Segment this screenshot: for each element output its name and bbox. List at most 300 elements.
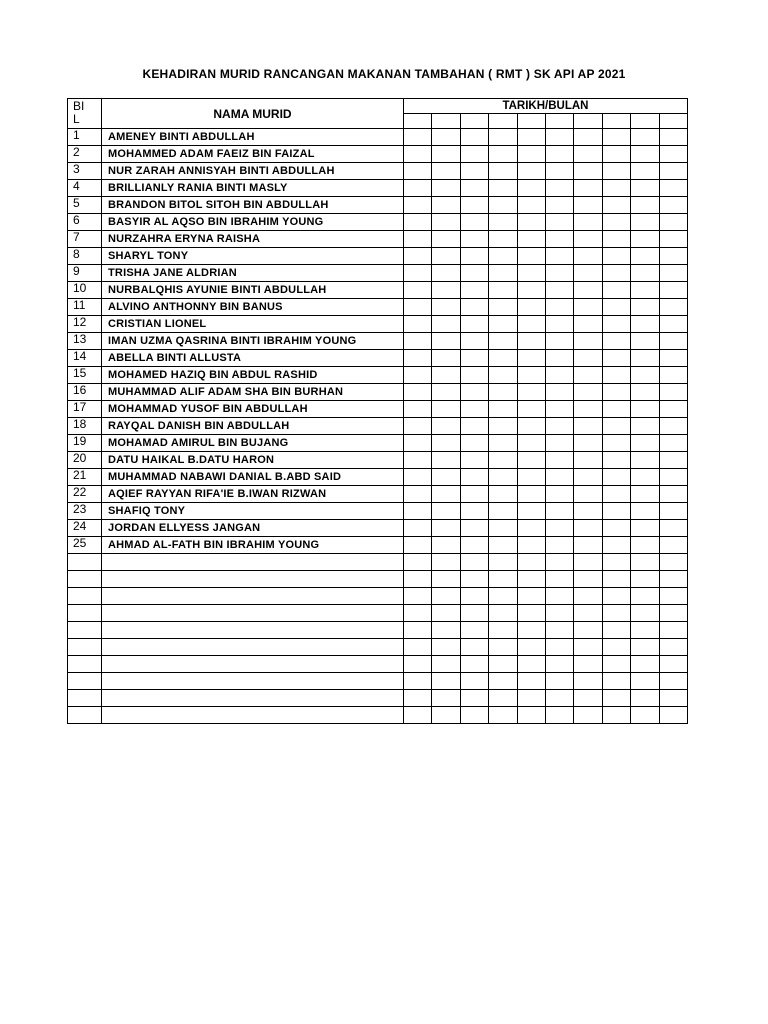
attendance-cell[interactable]	[432, 231, 460, 248]
attendance-cell[interactable]	[460, 231, 488, 248]
attendance-cell[interactable]	[545, 248, 573, 265]
attendance-cell[interactable]	[432, 520, 460, 537]
attendance-cell[interactable]	[432, 452, 460, 469]
date-header-cell[interactable]	[460, 114, 488, 129]
attendance-cell[interactable]	[432, 503, 460, 520]
attendance-cell[interactable]	[517, 350, 545, 367]
attendance-cell[interactable]	[517, 452, 545, 469]
attendance-cell[interactable]	[631, 673, 659, 690]
attendance-cell[interactable]	[404, 146, 432, 163]
attendance-cell[interactable]	[489, 690, 517, 707]
attendance-cell[interactable]	[631, 367, 659, 384]
attendance-cell[interactable]	[460, 265, 488, 282]
attendance-cell[interactable]	[489, 333, 517, 350]
attendance-cell[interactable]	[404, 452, 432, 469]
attendance-cell[interactable]	[631, 265, 659, 282]
attendance-cell[interactable]	[489, 214, 517, 231]
attendance-cell[interactable]	[489, 435, 517, 452]
attendance-cell[interactable]	[432, 299, 460, 316]
attendance-cell[interactable]	[602, 435, 630, 452]
attendance-cell[interactable]	[659, 656, 687, 673]
attendance-cell[interactable]	[432, 571, 460, 588]
attendance-cell[interactable]	[602, 469, 630, 486]
attendance-cell[interactable]	[432, 418, 460, 435]
attendance-cell[interactable]	[460, 197, 488, 214]
attendance-cell[interactable]	[602, 554, 630, 571]
attendance-cell[interactable]	[489, 605, 517, 622]
attendance-cell[interactable]	[404, 486, 432, 503]
attendance-cell[interactable]	[517, 214, 545, 231]
attendance-cell[interactable]	[517, 588, 545, 605]
attendance-cell[interactable]	[545, 299, 573, 316]
attendance-cell[interactable]	[432, 605, 460, 622]
attendance-cell[interactable]	[574, 588, 602, 605]
attendance-cell[interactable]	[432, 146, 460, 163]
attendance-cell[interactable]	[517, 622, 545, 639]
attendance-cell[interactable]	[602, 503, 630, 520]
attendance-cell[interactable]	[432, 537, 460, 554]
attendance-cell[interactable]	[602, 520, 630, 537]
attendance-cell[interactable]	[404, 673, 432, 690]
attendance-cell[interactable]	[631, 282, 659, 299]
attendance-cell[interactable]	[602, 197, 630, 214]
attendance-cell[interactable]	[631, 588, 659, 605]
attendance-cell[interactable]	[574, 316, 602, 333]
attendance-cell[interactable]	[574, 180, 602, 197]
attendance-cell[interactable]	[545, 180, 573, 197]
attendance-cell[interactable]	[574, 214, 602, 231]
attendance-cell[interactable]	[659, 214, 687, 231]
attendance-cell[interactable]	[602, 656, 630, 673]
attendance-cell[interactable]	[489, 231, 517, 248]
attendance-cell[interactable]	[517, 486, 545, 503]
attendance-cell[interactable]	[404, 656, 432, 673]
attendance-cell[interactable]	[574, 605, 602, 622]
attendance-cell[interactable]	[404, 265, 432, 282]
attendance-cell[interactable]	[489, 707, 517, 724]
date-header-cell[interactable]	[545, 114, 573, 129]
attendance-cell[interactable]	[489, 520, 517, 537]
attendance-cell[interactable]	[432, 129, 460, 146]
attendance-cell[interactable]	[432, 639, 460, 656]
attendance-cell[interactable]	[602, 299, 630, 316]
attendance-cell[interactable]	[489, 163, 517, 180]
attendance-cell[interactable]	[404, 299, 432, 316]
attendance-cell[interactable]	[602, 707, 630, 724]
attendance-cell[interactable]	[631, 469, 659, 486]
attendance-cell[interactable]	[545, 673, 573, 690]
attendance-cell[interactable]	[460, 180, 488, 197]
attendance-cell[interactable]	[574, 129, 602, 146]
attendance-cell[interactable]	[659, 537, 687, 554]
attendance-cell[interactable]	[545, 537, 573, 554]
attendance-cell[interactable]	[517, 265, 545, 282]
attendance-cell[interactable]	[404, 503, 432, 520]
attendance-cell[interactable]	[574, 486, 602, 503]
attendance-cell[interactable]	[460, 367, 488, 384]
attendance-cell[interactable]	[432, 248, 460, 265]
attendance-cell[interactable]	[489, 571, 517, 588]
attendance-cell[interactable]	[545, 214, 573, 231]
attendance-cell[interactable]	[489, 367, 517, 384]
attendance-cell[interactable]	[489, 180, 517, 197]
attendance-cell[interactable]	[602, 146, 630, 163]
attendance-cell[interactable]	[574, 639, 602, 656]
attendance-cell[interactable]	[659, 520, 687, 537]
attendance-cell[interactable]	[404, 197, 432, 214]
attendance-cell[interactable]	[460, 350, 488, 367]
attendance-cell[interactable]	[545, 333, 573, 350]
attendance-cell[interactable]	[574, 452, 602, 469]
attendance-cell[interactable]	[460, 299, 488, 316]
attendance-cell[interactable]	[432, 282, 460, 299]
attendance-cell[interactable]	[574, 384, 602, 401]
attendance-cell[interactable]	[545, 571, 573, 588]
attendance-cell[interactable]	[659, 282, 687, 299]
attendance-cell[interactable]	[659, 163, 687, 180]
attendance-cell[interactable]	[574, 350, 602, 367]
attendance-cell[interactable]	[545, 401, 573, 418]
attendance-cell[interactable]	[545, 367, 573, 384]
attendance-cell[interactable]	[404, 435, 432, 452]
attendance-cell[interactable]	[545, 197, 573, 214]
attendance-cell[interactable]	[631, 486, 659, 503]
attendance-cell[interactable]	[545, 469, 573, 486]
attendance-cell[interactable]	[659, 707, 687, 724]
attendance-cell[interactable]	[631, 316, 659, 333]
attendance-cell[interactable]	[659, 486, 687, 503]
attendance-cell[interactable]	[404, 367, 432, 384]
attendance-cell[interactable]	[631, 571, 659, 588]
attendance-cell[interactable]	[631, 639, 659, 656]
attendance-cell[interactable]	[545, 503, 573, 520]
attendance-cell[interactable]	[631, 231, 659, 248]
attendance-cell[interactable]	[404, 622, 432, 639]
attendance-cell[interactable]	[460, 435, 488, 452]
attendance-cell[interactable]	[602, 231, 630, 248]
attendance-cell[interactable]	[432, 690, 460, 707]
attendance-cell[interactable]	[659, 469, 687, 486]
attendance-cell[interactable]	[460, 673, 488, 690]
attendance-cell[interactable]	[545, 350, 573, 367]
attendance-cell[interactable]	[404, 537, 432, 554]
attendance-cell[interactable]	[602, 248, 630, 265]
attendance-cell[interactable]	[489, 384, 517, 401]
attendance-cell[interactable]	[602, 316, 630, 333]
attendance-cell[interactable]	[659, 316, 687, 333]
attendance-cell[interactable]	[602, 622, 630, 639]
attendance-cell[interactable]	[574, 299, 602, 316]
attendance-cell[interactable]	[631, 197, 659, 214]
date-header-cell[interactable]	[517, 114, 545, 129]
attendance-cell[interactable]	[574, 401, 602, 418]
attendance-cell[interactable]	[404, 707, 432, 724]
attendance-cell[interactable]	[404, 180, 432, 197]
date-header-cell[interactable]	[574, 114, 602, 129]
attendance-cell[interactable]	[602, 418, 630, 435]
attendance-cell[interactable]	[631, 180, 659, 197]
attendance-cell[interactable]	[659, 367, 687, 384]
attendance-cell[interactable]	[432, 622, 460, 639]
attendance-cell[interactable]	[602, 401, 630, 418]
attendance-cell[interactable]	[489, 316, 517, 333]
attendance-cell[interactable]	[517, 639, 545, 656]
attendance-cell[interactable]	[517, 554, 545, 571]
date-header-cell[interactable]	[659, 114, 687, 129]
attendance-cell[interactable]	[432, 214, 460, 231]
attendance-cell[interactable]	[460, 554, 488, 571]
attendance-cell[interactable]	[517, 401, 545, 418]
attendance-cell[interactable]	[659, 265, 687, 282]
attendance-cell[interactable]	[404, 163, 432, 180]
attendance-cell[interactable]	[545, 690, 573, 707]
attendance-cell[interactable]	[631, 418, 659, 435]
attendance-cell[interactable]	[517, 656, 545, 673]
attendance-cell[interactable]	[631, 520, 659, 537]
attendance-cell[interactable]	[489, 452, 517, 469]
attendance-cell[interactable]	[574, 265, 602, 282]
attendance-cell[interactable]	[631, 299, 659, 316]
attendance-cell[interactable]	[432, 588, 460, 605]
attendance-cell[interactable]	[517, 146, 545, 163]
attendance-cell[interactable]	[404, 554, 432, 571]
date-header-cell[interactable]	[602, 114, 630, 129]
attendance-cell[interactable]	[574, 418, 602, 435]
attendance-cell[interactable]	[659, 333, 687, 350]
attendance-cell[interactable]	[659, 146, 687, 163]
attendance-cell[interactable]	[489, 622, 517, 639]
attendance-cell[interactable]	[574, 622, 602, 639]
attendance-cell[interactable]	[489, 401, 517, 418]
attendance-cell[interactable]	[631, 214, 659, 231]
attendance-cell[interactable]	[460, 605, 488, 622]
attendance-cell[interactable]	[659, 588, 687, 605]
attendance-cell[interactable]	[489, 197, 517, 214]
attendance-cell[interactable]	[545, 639, 573, 656]
attendance-cell[interactable]	[659, 690, 687, 707]
attendance-cell[interactable]	[432, 180, 460, 197]
attendance-cell[interactable]	[489, 469, 517, 486]
attendance-cell[interactable]	[404, 605, 432, 622]
attendance-cell[interactable]	[432, 401, 460, 418]
attendance-cell[interactable]	[574, 435, 602, 452]
attendance-cell[interactable]	[489, 282, 517, 299]
attendance-cell[interactable]	[631, 707, 659, 724]
attendance-cell[interactable]	[404, 129, 432, 146]
attendance-cell[interactable]	[517, 248, 545, 265]
attendance-cell[interactable]	[404, 690, 432, 707]
attendance-cell[interactable]	[631, 605, 659, 622]
attendance-cell[interactable]	[631, 384, 659, 401]
attendance-cell[interactable]	[545, 316, 573, 333]
attendance-cell[interactable]	[631, 435, 659, 452]
attendance-cell[interactable]	[545, 265, 573, 282]
attendance-cell[interactable]	[631, 248, 659, 265]
attendance-cell[interactable]	[517, 299, 545, 316]
attendance-cell[interactable]	[631, 690, 659, 707]
attendance-cell[interactable]	[659, 401, 687, 418]
attendance-cell[interactable]	[574, 146, 602, 163]
attendance-cell[interactable]	[517, 418, 545, 435]
attendance-cell[interactable]	[545, 452, 573, 469]
attendance-cell[interactable]	[404, 350, 432, 367]
attendance-cell[interactable]	[460, 333, 488, 350]
attendance-cell[interactable]	[574, 367, 602, 384]
attendance-cell[interactable]	[659, 231, 687, 248]
attendance-cell[interactable]	[489, 350, 517, 367]
attendance-cell[interactable]	[659, 197, 687, 214]
attendance-cell[interactable]	[517, 690, 545, 707]
attendance-cell[interactable]	[631, 656, 659, 673]
attendance-cell[interactable]	[460, 418, 488, 435]
attendance-cell[interactable]	[460, 622, 488, 639]
attendance-cell[interactable]	[659, 639, 687, 656]
attendance-cell[interactable]	[489, 588, 517, 605]
attendance-cell[interactable]	[460, 707, 488, 724]
attendance-cell[interactable]	[404, 639, 432, 656]
attendance-cell[interactable]	[460, 571, 488, 588]
attendance-cell[interactable]	[404, 333, 432, 350]
attendance-cell[interactable]	[460, 401, 488, 418]
attendance-cell[interactable]	[602, 486, 630, 503]
attendance-cell[interactable]	[631, 554, 659, 571]
attendance-cell[interactable]	[574, 197, 602, 214]
attendance-cell[interactable]	[432, 197, 460, 214]
attendance-cell[interactable]	[659, 554, 687, 571]
attendance-cell[interactable]	[432, 656, 460, 673]
attendance-cell[interactable]	[404, 231, 432, 248]
attendance-cell[interactable]	[517, 129, 545, 146]
attendance-cell[interactable]	[602, 571, 630, 588]
attendance-cell[interactable]	[404, 214, 432, 231]
attendance-cell[interactable]	[602, 180, 630, 197]
attendance-cell[interactable]	[460, 129, 488, 146]
attendance-cell[interactable]	[659, 418, 687, 435]
attendance-cell[interactable]	[545, 129, 573, 146]
attendance-cell[interactable]	[659, 435, 687, 452]
attendance-cell[interactable]	[545, 282, 573, 299]
attendance-cell[interactable]	[489, 146, 517, 163]
attendance-cell[interactable]	[460, 537, 488, 554]
attendance-cell[interactable]	[517, 197, 545, 214]
date-header-cell[interactable]	[631, 114, 659, 129]
attendance-cell[interactable]	[517, 707, 545, 724]
attendance-cell[interactable]	[659, 248, 687, 265]
attendance-cell[interactable]	[432, 316, 460, 333]
attendance-cell[interactable]	[631, 452, 659, 469]
attendance-cell[interactable]	[489, 299, 517, 316]
attendance-cell[interactable]	[574, 554, 602, 571]
attendance-cell[interactable]	[432, 435, 460, 452]
attendance-cell[interactable]	[602, 452, 630, 469]
attendance-cell[interactable]	[602, 214, 630, 231]
attendance-cell[interactable]	[574, 520, 602, 537]
attendance-cell[interactable]	[659, 129, 687, 146]
attendance-cell[interactable]	[631, 537, 659, 554]
attendance-cell[interactable]	[602, 333, 630, 350]
date-header-cell[interactable]	[432, 114, 460, 129]
attendance-cell[interactable]	[602, 384, 630, 401]
attendance-cell[interactable]	[460, 282, 488, 299]
attendance-cell[interactable]	[631, 350, 659, 367]
attendance-cell[interactable]	[659, 452, 687, 469]
attendance-cell[interactable]	[489, 537, 517, 554]
attendance-cell[interactable]	[574, 248, 602, 265]
attendance-cell[interactable]	[659, 180, 687, 197]
attendance-cell[interactable]	[602, 690, 630, 707]
attendance-cell[interactable]	[631, 146, 659, 163]
attendance-cell[interactable]	[631, 401, 659, 418]
attendance-cell[interactable]	[404, 520, 432, 537]
attendance-cell[interactable]	[545, 163, 573, 180]
attendance-cell[interactable]	[489, 673, 517, 690]
attendance-cell[interactable]	[545, 384, 573, 401]
attendance-cell[interactable]	[602, 350, 630, 367]
attendance-cell[interactable]	[404, 588, 432, 605]
attendance-cell[interactable]	[545, 605, 573, 622]
attendance-cell[interactable]	[517, 469, 545, 486]
attendance-cell[interactable]	[460, 503, 488, 520]
attendance-cell[interactable]	[489, 656, 517, 673]
date-header-cell[interactable]	[404, 114, 432, 129]
attendance-cell[interactable]	[517, 384, 545, 401]
attendance-cell[interactable]	[489, 503, 517, 520]
attendance-cell[interactable]	[631, 129, 659, 146]
attendance-cell[interactable]	[631, 622, 659, 639]
attendance-cell[interactable]	[432, 333, 460, 350]
attendance-cell[interactable]	[602, 265, 630, 282]
attendance-cell[interactable]	[631, 163, 659, 180]
attendance-cell[interactable]	[659, 384, 687, 401]
attendance-cell[interactable]	[545, 622, 573, 639]
attendance-cell[interactable]	[432, 265, 460, 282]
attendance-cell[interactable]	[489, 486, 517, 503]
attendance-cell[interactable]	[460, 452, 488, 469]
attendance-cell[interactable]	[460, 146, 488, 163]
attendance-cell[interactable]	[574, 571, 602, 588]
attendance-cell[interactable]	[574, 231, 602, 248]
attendance-cell[interactable]	[404, 282, 432, 299]
attendance-cell[interactable]	[432, 486, 460, 503]
attendance-cell[interactable]	[659, 350, 687, 367]
attendance-cell[interactable]	[574, 333, 602, 350]
attendance-cell[interactable]	[631, 333, 659, 350]
attendance-cell[interactable]	[602, 673, 630, 690]
attendance-cell[interactable]	[404, 316, 432, 333]
attendance-cell[interactable]	[460, 690, 488, 707]
attendance-cell[interactable]	[602, 129, 630, 146]
attendance-cell[interactable]	[404, 571, 432, 588]
attendance-cell[interactable]	[432, 367, 460, 384]
attendance-cell[interactable]	[574, 673, 602, 690]
attendance-cell[interactable]	[404, 469, 432, 486]
attendance-cell[interactable]	[489, 248, 517, 265]
attendance-cell[interactable]	[545, 435, 573, 452]
attendance-cell[interactable]	[545, 588, 573, 605]
attendance-cell[interactable]	[517, 367, 545, 384]
attendance-cell[interactable]	[432, 469, 460, 486]
attendance-cell[interactable]	[545, 520, 573, 537]
date-header-cell[interactable]	[489, 114, 517, 129]
attendance-cell[interactable]	[460, 248, 488, 265]
attendance-cell[interactable]	[659, 299, 687, 316]
attendance-cell[interactable]	[432, 707, 460, 724]
attendance-cell[interactable]	[460, 384, 488, 401]
attendance-cell[interactable]	[460, 486, 488, 503]
attendance-cell[interactable]	[659, 503, 687, 520]
attendance-cell[interactable]	[460, 214, 488, 231]
attendance-cell[interactable]	[545, 231, 573, 248]
